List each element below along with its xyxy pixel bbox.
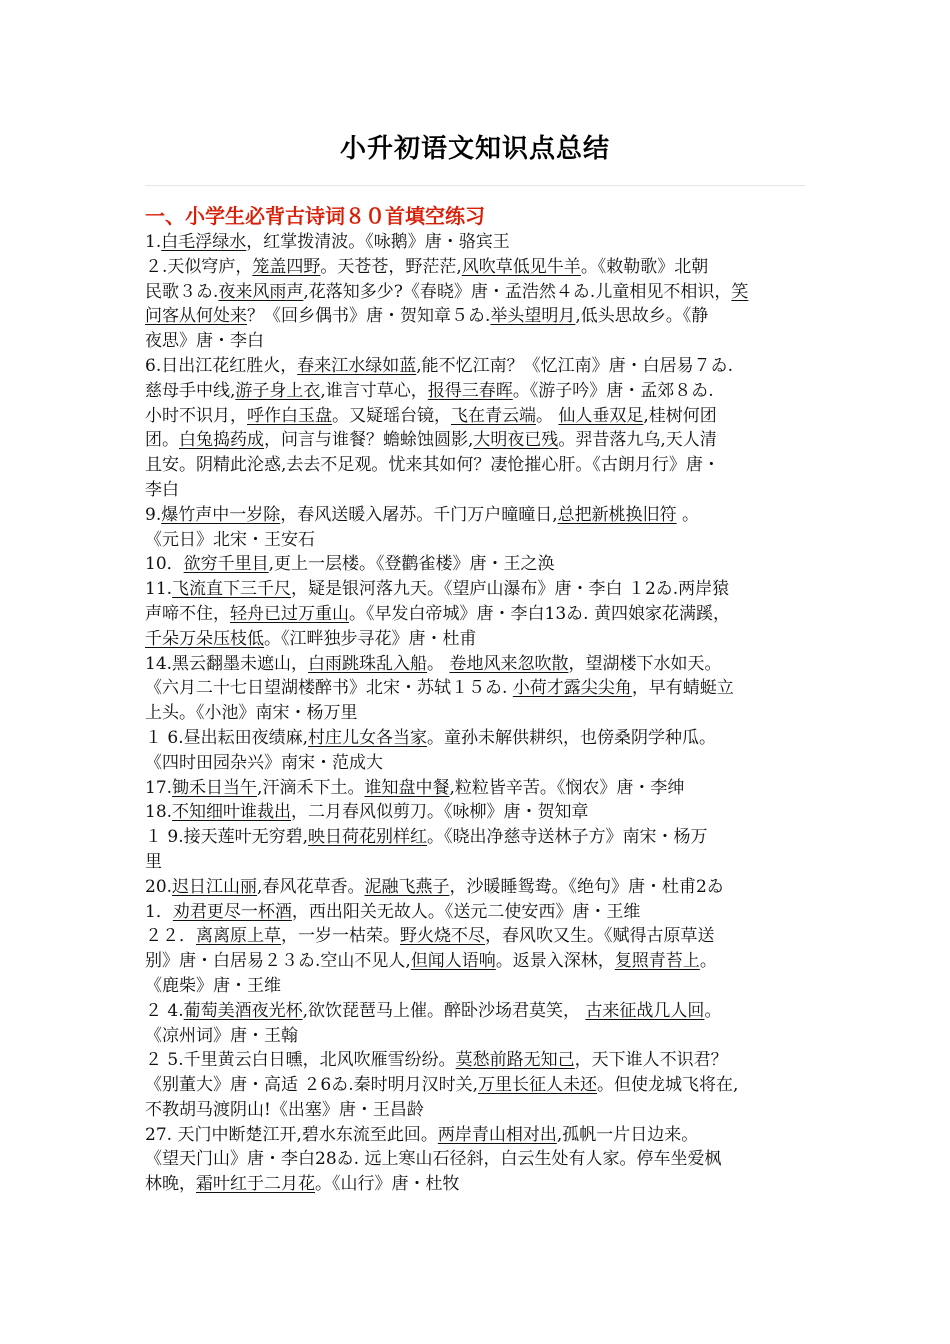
title-divider — [145, 185, 805, 186]
line-text: 。 — [699, 951, 717, 972]
answer-blank: 但闻人语响 — [410, 951, 496, 972]
text-line — [145, 528, 813, 553]
answer-blank: 大明夜已残 — [473, 430, 559, 451]
answer-blank: 问客从何处来 — [145, 306, 247, 327]
answer-blank: 莫愁前路无知己 — [455, 1050, 575, 1071]
line-text: 9. — [145, 504, 162, 525]
line-text: 。童孙未解供耕织，也傍桑阴学种瓜。 — [427, 727, 717, 748]
line-text: 。羿昔落九乌,天人清 — [558, 430, 717, 451]
line-text: 民歌３ゐ. — [145, 281, 219, 302]
text-line — [145, 701, 813, 726]
answer-blank: 白兔捣药成 — [179, 430, 264, 451]
line-text: 且安。阴精此沦惑,去去不足观。忧来其如何？凄怆摧心肝。《古朗月行》唐・ — [145, 455, 720, 476]
line-text: 11. — [145, 579, 173, 600]
line-text: 20. — [145, 876, 173, 897]
line-text: 不教胡马渡阴山!《出塞》唐・王昌龄 — [145, 1099, 424, 1120]
answer-blank: 欲穷千里目 — [183, 554, 269, 575]
answer-blank: 两岸青山相对出 — [437, 1124, 557, 1145]
line-text: 。《敕勒歌》北朝 — [580, 256, 709, 277]
text-line — [145, 478, 813, 503]
page-title: 小升初语文知识点总结 — [339, 134, 610, 164]
line-text: 夜思》唐・李白 — [145, 331, 264, 352]
line-text: 《凉州词》唐・王翰 — [145, 1025, 298, 1046]
line-text: ２.天似穹庐， — [145, 256, 253, 277]
text-line — [145, 949, 813, 974]
answer-blank: 飞流直下三千尺 — [172, 579, 292, 600]
line-text: ，早有蜻蜓立 — [631, 678, 734, 699]
answer-blank: 不知细叶谁裁出 — [172, 802, 292, 823]
line-text: 《鹿柴》唐・王维 — [145, 975, 281, 996]
line-text: １ 6.昼出耘田夜绩麻, — [145, 727, 309, 748]
text-line — [145, 552, 813, 577]
line-text: １ 9.接天莲叶无穷碧, — [145, 827, 309, 848]
line-text: 。 — [536, 405, 559, 426]
line-text: 14.黑云翻墨未遮山， — [145, 653, 309, 674]
answer-blank: 爆竹声中一岁除 — [161, 504, 281, 525]
text-line — [145, 652, 813, 677]
line-text: 。《早发白帝城》唐・李白13ゐ. 黄四娘家花满蹊， — [349, 603, 730, 624]
text-line — [145, 726, 813, 751]
poem-body — [145, 230, 813, 1197]
line-text: 小时不识月， — [145, 405, 247, 426]
line-text: 1. — [145, 232, 162, 252]
text-line — [145, 280, 813, 305]
text-line — [145, 875, 813, 900]
line-text: 。又疑瑶台镜， — [332, 405, 451, 426]
text-line — [145, 577, 813, 602]
line-text: ，春风吹又生。《赋得古原草送 — [485, 926, 715, 947]
line-text: 《四时田园杂兴》南宋・范成大 — [145, 752, 383, 773]
line-text: 。返景入深林， — [495, 951, 615, 972]
section-heading: 一、小学生必背古诗词８０首填空练习 — [145, 204, 485, 228]
line-text: 27. 天门中断楚江开,碧水东流至此回。 — [145, 1124, 438, 1145]
answer-blank: 霜叶红于二月花 — [196, 1174, 315, 1195]
answer-blank: 千朵万朵压枝低 — [145, 628, 264, 649]
answer-blank: 笼盖四野 — [252, 256, 321, 277]
line-text: 李白 — [145, 479, 179, 500]
line-text: 《元日》北宋・王安石 — [145, 529, 315, 550]
line-text: 里 — [145, 851, 162, 872]
answer-blank: 仙人垂双足 — [558, 405, 644, 426]
text-line — [145, 602, 813, 627]
answer-blank: 报得三春晖 — [427, 380, 513, 401]
line-text: 别》唐・白居易２３ゐ.空山不见人, — [145, 951, 411, 972]
answer-blank: 轻舟已过万重山 — [230, 603, 349, 624]
line-text: 上头。《小池》南宋・杨万里 — [145, 703, 358, 724]
text-line — [145, 503, 813, 528]
answer-blank: 呼作白玉盘 — [247, 405, 332, 426]
line-text: ，望湖楼下水如天。 — [568, 653, 722, 674]
line-text: 1． — [145, 901, 173, 922]
answer-blank: 锄禾日当午 — [172, 777, 258, 798]
line-text: ,粒粒皆辛苦。《悯农》唐・李绅 — [449, 777, 685, 798]
line-text: ２２． — [145, 926, 196, 947]
line-text: 17. — [145, 777, 173, 798]
text-line — [145, 924, 813, 949]
line-text: 。天苍苍，野茫茫, — [320, 256, 462, 277]
text-line — [145, 1073, 813, 1098]
line-text: ，西出阳关无故人。《送元二使安西》唐・王维 — [291, 901, 641, 922]
text-line — [145, 1172, 813, 1197]
text-line — [145, 627, 813, 652]
line-text: 10． — [145, 554, 184, 575]
text-line — [145, 999, 813, 1024]
text-line — [145, 428, 813, 453]
line-text: ，春风送暖入屠苏。千门万户曈曈日, — [280, 504, 558, 525]
answer-blank: 泥融飞燕子 — [364, 876, 450, 897]
line-text: 。但使龙城飞将在, — [597, 1075, 739, 1096]
line-text: ,低头思故乡。《静 — [575, 306, 709, 327]
text-line — [145, 825, 813, 850]
answer-blank: 映日荷花别样红 — [308, 827, 428, 848]
line-text: 。《游子吟》唐・孟郊８ゐ. — [512, 380, 714, 401]
line-text: ，沙暖睡鸳鸯。《绝句》唐・杜甫2ゐ — [449, 876, 724, 897]
line-text: ，问言与谁餐？蟾蜍蚀圆影, — [264, 430, 474, 451]
text-line — [145, 800, 813, 825]
text-line — [145, 1024, 813, 1049]
text-line — [145, 751, 813, 776]
text-line — [145, 776, 813, 801]
line-text: ，天下谁人不识君？ — [574, 1050, 728, 1071]
answer-blank: 谁知盘中餐 — [364, 777, 450, 798]
line-text: ２ 5.千里黄云白日曛，北风吹雁雪纷纷。 — [145, 1050, 456, 1071]
line-text: ,汗滴禾下土。 — [257, 777, 365, 798]
line-text: 声啼不住， — [145, 603, 230, 624]
answer-blank: 复照青苔上 — [614, 951, 700, 972]
line-text: ,谁言寸草心， — [320, 380, 428, 401]
line-text: 。 — [676, 504, 700, 525]
line-text: 6.日出江花红胜火， — [145, 355, 298, 376]
line-text: ，疑是银河落九天。《望庐山瀑布》唐・李白 １2ゐ.两岸猿 — [291, 579, 730, 600]
line-text: ,桂树何团 — [643, 405, 717, 426]
line-text: ,更上一层楼。《登鹳雀楼》唐・王之涣 — [268, 554, 555, 575]
line-text: 18. — [145, 802, 173, 823]
text-line — [145, 379, 813, 404]
text-line — [145, 850, 813, 875]
line-text: ２ 4. — [145, 1000, 184, 1021]
line-text: ,欲饮琵琶马上催。醉卧沙场君莫笑， — [302, 1000, 586, 1021]
line-text: 慈母手中线, — [145, 380, 236, 401]
text-line — [145, 900, 813, 925]
answer-blank: 万里长征人未还 — [478, 1075, 598, 1096]
answer-blank: 迟日江山丽 — [172, 876, 258, 897]
text-line — [145, 1048, 813, 1073]
text-line — [145, 354, 813, 379]
text-line — [145, 230, 813, 255]
answer-blank: 飞在青云端 — [451, 405, 536, 426]
text-line — [145, 453, 813, 478]
text-line — [145, 974, 813, 999]
text-line — [145, 304, 813, 329]
answer-blank: 游子身上衣 — [235, 380, 321, 401]
line-text: ？《回乡偶书》唐・贺知章５ゐ. — [247, 306, 491, 327]
answer-blank: 白雨跳珠乱入船 — [308, 653, 428, 674]
line-text: 。 — [427, 653, 450, 674]
line-text: 林晚， — [145, 1174, 196, 1195]
answer-blank: 野火烧不尽 — [400, 926, 485, 947]
line-text: 。《晓出净慈寺送林子方》南宋・杨万 — [427, 827, 708, 848]
line-text: 《别董大》唐・高适 ２6ゐ.秦时明月汉时关, — [145, 1075, 479, 1096]
answer-blank: 笑 — [731, 281, 749, 302]
text-line — [145, 1147, 813, 1172]
line-text: 团。 — [145, 430, 179, 451]
line-text: ,孤帆一片日边来。 — [556, 1124, 699, 1145]
line-text: 《望天门山》唐・李白28ゐ. 远上寒山石径斜，白云生处有人家。停车坐爱枫 — [145, 1149, 722, 1170]
line-text: 《六月二十七日望湖楼醉书》北宋・苏轼１５ゐ. — [145, 678, 513, 699]
text-line — [145, 404, 813, 429]
line-text: ，二月春风似剪刀。《咏柳》唐・贺知章 — [291, 802, 589, 823]
answer-blank: 卷地风来忽吹散 — [449, 653, 569, 674]
answer-blank: 离离原上草 — [196, 926, 281, 947]
text-line — [145, 329, 813, 354]
answer-blank: 劝君更尽一杯酒 — [172, 901, 292, 922]
answer-blank: 总把新桃换旧符 — [557, 504, 677, 525]
line-text: 。 — [704, 1000, 722, 1021]
line-text: 。《山行》唐・杜牧 — [315, 1174, 460, 1195]
answer-blank: 古来征战几人回 — [585, 1000, 705, 1021]
line-text: ，一岁一枯荣。 — [281, 926, 400, 947]
text-line — [145, 255, 813, 280]
answer-blank: 葡萄美酒夜光杯 — [183, 1000, 303, 1021]
text-line — [145, 1098, 813, 1123]
answer-blank: 小荷才露尖尖角 — [512, 678, 632, 699]
line-text: ,花落知多少?《春晓》唐・孟浩然４ゐ.儿童相见不相识， — [303, 281, 732, 302]
answer-blank: 村庄儿女各当家 — [308, 727, 428, 748]
line-text: ，红掌拨清波。《咏鹅》唐・骆宾王 — [246, 232, 510, 252]
answer-blank: 白毛浮绿水 — [161, 232, 247, 252]
answer-blank: 风吹草低见牛羊 — [461, 256, 581, 277]
text-line — [145, 676, 813, 701]
text-line — [145, 1123, 813, 1148]
line-text: ,能不忆江南？《忆江南》唐・白居易７ゐ. — [416, 355, 734, 376]
line-text: ,春风花草香。 — [257, 876, 365, 897]
answer-blank: 夜来风雨声 — [218, 281, 304, 302]
answer-blank: 举头望明月 — [490, 306, 576, 327]
line-text: 。《江畔独步寻花》唐・杜甫 — [264, 628, 477, 649]
answer-blank: 春来江水绿如蓝 — [297, 355, 417, 376]
